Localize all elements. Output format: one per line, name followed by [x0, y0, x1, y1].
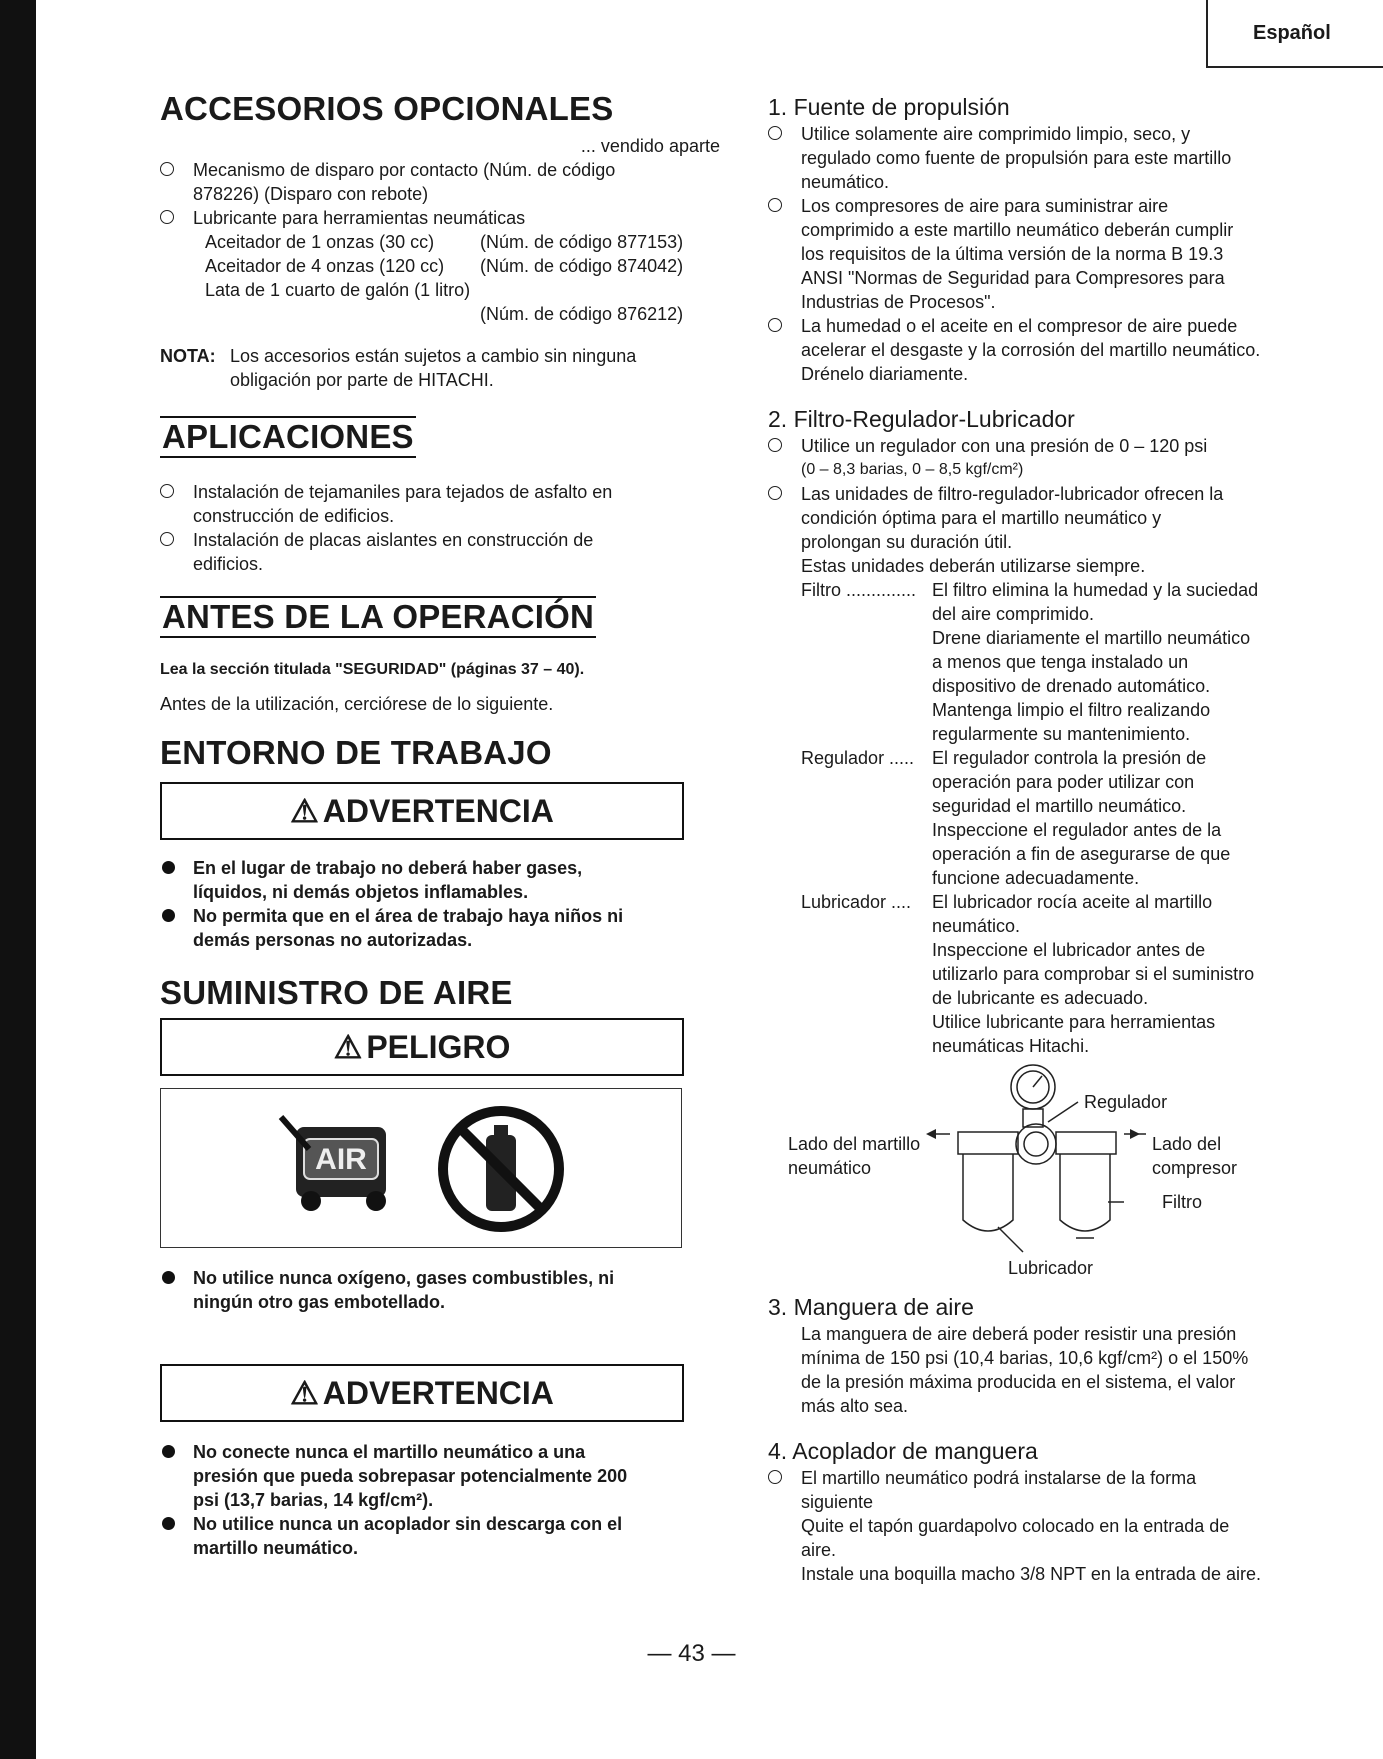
item-text: Instalación de placas aislantes en construcción de	[193, 530, 594, 550]
item-text: Las unidades de filtro-regulador-lubricador ofrecen la	[801, 484, 1224, 504]
item-text: Industrias de Procesos".	[801, 292, 996, 312]
para-text: Instale una boquilla macho 3/8 NPT en la entrada de aire.	[801, 1564, 1261, 1584]
nota	[160, 344, 720, 392]
list-item	[768, 482, 1328, 578]
list-item	[160, 206, 720, 230]
antes-text: Antes de la utilización, cerciórese de lo siguiente.	[160, 694, 554, 714]
def-key: Lubricador ....	[801, 892, 912, 912]
diagram-label-lado-martillo: neumático	[788, 1158, 872, 1178]
sub-item-name: Aceitador de 4 onzas (120 cc)	[205, 256, 445, 276]
def-text: seguridad el martillo neumático.	[932, 796, 1187, 816]
circle-bullet-icon	[160, 532, 174, 546]
diagram-label-filtro: Filtro	[1162, 1192, 1202, 1212]
circle-bullet-icon	[160, 162, 174, 176]
frl-diagram	[768, 1062, 1328, 1292]
def-text: utilizarlo para comprobar si el suministro	[932, 964, 1255, 984]
bullet-item	[160, 904, 720, 952]
language-tab	[1206, 0, 1383, 68]
def-text: de lubricante es adecuado.	[932, 988, 1149, 1008]
suministro-title: SUMINISTRO DE AIRE	[160, 974, 513, 1011]
item-text: (0 – 8,3 barias, 0 – 8,5 kgf/cm²)	[801, 461, 1024, 478]
item-text: No conecte nunca el martillo neumático a una	[193, 1442, 586, 1462]
nota-text: Los accesorios están sujetos a cambio sin ninguna	[230, 346, 637, 366]
para-text: aire.	[801, 1540, 837, 1560]
warning-box	[160, 1364, 684, 1422]
item-text: prolongan su duración útil.	[801, 532, 1013, 552]
item-text: comprimido a este martillo neumático deberán cumplir	[801, 220, 1234, 240]
sub-item: Lata de 1 cuarto de galón (1 litro)	[205, 280, 471, 300]
para-text: de la presión máxima producida en el sistema, el valor	[801, 1372, 1236, 1392]
warning-triangle-icon: ⚠	[290, 1375, 319, 1411]
para-text: La manguera de aire deberá poder resistir una presión	[801, 1324, 1237, 1344]
list-item	[768, 122, 1328, 194]
entorno-title: ENTORNO DE TRABAJO	[160, 734, 552, 771]
item-text: regulado como fuente de propulsión para este martillo	[801, 148, 1232, 168]
item-text: No permita que en el área de trabajo haya niños ni	[193, 906, 624, 926]
item-text: Drénelo diariamente.	[801, 364, 969, 384]
circle-bullet-icon	[768, 1470, 782, 1484]
nota-text: obligación por parte de HITACHI.	[230, 370, 494, 390]
aplicaciones-title: APLICACIONES	[160, 416, 416, 458]
section-3-title: 3. Manguera de aire	[768, 1294, 974, 1320]
warning-box	[160, 782, 684, 840]
air-compressor-icon	[161, 1089, 681, 1247]
def-filtro	[768, 578, 1328, 746]
item-text: Instalación de tejamaniles para tejados de asfalto en	[193, 482, 613, 502]
circle-bullet-icon	[768, 126, 782, 140]
item-text: ningún otro gas embotellado.	[193, 1292, 445, 1312]
diagram-label-lado-compresor: Lado del	[1152, 1134, 1222, 1154]
bullet-item	[160, 1512, 720, 1560]
bullet-dot-icon	[162, 909, 175, 922]
def-text: El filtro elimina la humedad y la suciedad	[932, 580, 1259, 600]
item-text: siguiente	[801, 1492, 874, 1512]
item-text: Los compresores de aire para suministrar aire	[801, 196, 1169, 216]
item-text: ANSI "Normas de Seguridad para Compresores para	[801, 268, 1225, 288]
def-text: Inspeccione el regulador antes de la	[932, 820, 1222, 840]
item-text: 878226) (Disparo con rebote)	[193, 184, 429, 204]
item-text: La humedad o el aceite en el compresor de aire puede	[801, 316, 1238, 336]
warning-triangle-icon: ⚠	[290, 793, 319, 829]
def-text: funcione adecuadamente.	[932, 868, 1140, 888]
accesorios-title: ACCESORIOS OPCIONALES	[160, 90, 614, 127]
lea-seguridad: Lea la sección titulada "SEGURIDAD" (páginas 37 – 40).	[160, 661, 585, 678]
circle-bullet-icon	[768, 486, 782, 500]
section-1-title: 1. Fuente de propulsión	[768, 94, 1010, 120]
def-text: del aire comprimido.	[932, 604, 1095, 624]
page-number: — 43 —	[647, 1640, 736, 1667]
def-text: neumáticas Hitachi.	[932, 1036, 1090, 1056]
list-item	[768, 434, 1328, 482]
pictogram-box	[160, 1088, 682, 1248]
section-2-title: 2. Filtro-Regulador-Lubricador	[768, 406, 1075, 432]
sub-item	[160, 230, 720, 254]
def-regulador	[768, 746, 1328, 890]
item-text: edificios.	[193, 554, 264, 574]
def-text: El lubricador rocía aceite al martillo	[932, 892, 1213, 912]
bullet-dot-icon	[162, 1517, 175, 1530]
item-text: martillo neumático.	[193, 1538, 359, 1558]
diagram-label-regulador: Regulador	[1084, 1092, 1168, 1112]
def-text: El regulador controla la presión de	[932, 748, 1207, 768]
item-text: Utilice solamente aire comprimido limpio, seco, y	[801, 124, 1191, 144]
diagram-label-lado-compresor: compresor	[1152, 1158, 1238, 1178]
sub-item-name: Aceitador de 1 onzas (30 cc)	[205, 232, 435, 252]
warning-label: ADVERTENCIA	[322, 1374, 554, 1411]
bullet-dot-icon	[162, 861, 175, 874]
def-text: Utilice lubricante para herramientas	[932, 1012, 1216, 1032]
section-4-title: 4. Acoplador de manguera	[768, 1438, 1038, 1464]
sub-item	[160, 254, 720, 278]
item-text: Estas unidades deberán utilizarse siempre.	[801, 556, 1146, 576]
sub-item-code: (Núm. de código 876212)	[480, 304, 684, 324]
bullet-dot-icon	[162, 1445, 175, 1458]
def-key: Filtro ..............	[801, 580, 917, 600]
danger-box	[160, 1018, 684, 1076]
item-text: No utilice nunca un acoplador sin descarga con el	[193, 1514, 623, 1534]
sub-item-code: (Núm. de código 874042)	[480, 256, 684, 276]
bullet-dot-icon	[162, 1271, 175, 1284]
item-text: neumático.	[801, 172, 890, 192]
list-item	[160, 528, 720, 576]
scan-edge-bar	[0, 0, 36, 1759]
list-item	[768, 1466, 1328, 1514]
item-text: líquidos, ni demás objetos inflamables.	[193, 882, 529, 902]
danger-label: PELIGRO	[366, 1028, 511, 1065]
item-text: construcción de edificios.	[193, 506, 395, 526]
item-text: Mecanismo de disparo por contacto (Núm. de código	[193, 160, 616, 180]
item-text: El martillo neumático podrá instalarse de la forma	[801, 1468, 1197, 1488]
nota-label: NOTA:	[160, 346, 216, 366]
warning-label: ADVERTENCIA	[322, 792, 554, 829]
def-text: a menos que tenga instalado un	[932, 652, 1189, 672]
antes-title: ANTES DE LA OPERACIÓN	[160, 596, 596, 638]
vendido-aparte: ... vendido aparte	[580, 136, 720, 156]
para-text: más alto sea.	[801, 1396, 909, 1416]
item-text: demás personas no autorizadas.	[193, 930, 473, 950]
item-text: psi (13,7 barias, 14 kgf/cm²).	[193, 1490, 434, 1510]
bullet-item	[160, 1266, 720, 1314]
language-label: Español	[1253, 22, 1331, 44]
circle-bullet-icon	[768, 438, 782, 452]
svg-text:AIR: AIR	[315, 1143, 367, 1176]
circle-bullet-icon	[160, 484, 174, 498]
def-lubricador	[768, 890, 1328, 1058]
def-text: Mantenga limpio el filtro realizando	[932, 700, 1211, 720]
para-text: mínima de 150 psi (10,4 barias, 10,6 kgf/cm²) o el 150%	[801, 1348, 1249, 1368]
def-key: Regulador .....	[801, 748, 915, 768]
list-item	[160, 480, 720, 528]
diagram-label-lado-martillo: Lado del martillo	[788, 1134, 921, 1154]
right-column	[768, 92, 1328, 1586]
para-text: Quite el tapón guardapolvo colocado en la entrada de	[801, 1516, 1230, 1536]
circle-bullet-icon	[160, 210, 174, 224]
sub-item-code: (Núm. de código 877153)	[480, 232, 684, 252]
bullet-item	[160, 856, 720, 904]
item-text: En el lugar de trabajo no deberá haber gases,	[193, 858, 583, 878]
list-item	[768, 194, 1328, 314]
item-text: Utilice un regulador con una presión de 0 – 120 psi	[801, 436, 1208, 456]
diagram-label-lubricador: Lubricador	[1008, 1258, 1094, 1278]
def-text: neumático.	[932, 916, 1021, 936]
circle-bullet-icon	[768, 318, 782, 332]
item-text: condición óptima para el martillo neumático y	[801, 508, 1162, 528]
left-column	[160, 90, 720, 1560]
item-text: los requisitos de la última versión de la norma B 19.3	[801, 244, 1224, 264]
def-text: regularmente su mantenimiento.	[932, 724, 1191, 744]
list-item	[768, 314, 1328, 386]
def-text: Inspeccione el lubricador antes de	[932, 940, 1206, 960]
circle-bullet-icon	[768, 198, 782, 212]
def-text: operación para poder utilizar con	[932, 772, 1195, 792]
list-item	[160, 158, 720, 206]
def-text: operación a fin de asegurarse de que	[932, 844, 1231, 864]
bullet-item	[160, 1440, 720, 1512]
item-text: presión que pueda sobrepasar potencialmente 200	[193, 1466, 628, 1486]
def-text: dispositivo de drenado automático.	[932, 676, 1211, 696]
danger-triangle-icon: ⚠	[333, 1029, 363, 1065]
item-text: Lubricante para herramientas neumáticas	[193, 208, 526, 228]
item-text: No utilice nunca oxígeno, gases combustibles, ni	[193, 1268, 615, 1288]
def-text: Drene diariamente el martillo neumático	[932, 628, 1251, 648]
item-text: acelerar el desgaste y la corrosión del martillo neumático.	[801, 340, 1261, 360]
